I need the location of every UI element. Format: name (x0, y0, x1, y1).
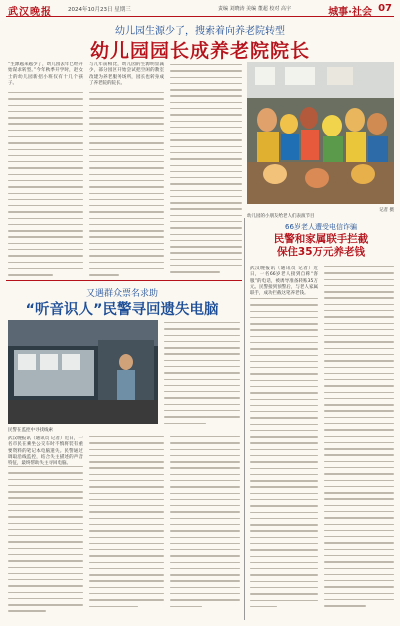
newspaper-logo: 武汉晚报 (8, 7, 52, 18)
lead-kicker: 幼儿园生源少了，搜索着向养老院转型 (115, 26, 285, 37)
story2-headline: “听音识人”民警寻回遗失电脑 (25, 302, 219, 318)
story3-headline: 民警和家属联手拦截 保住35万元养老钱 (273, 233, 369, 258)
section-title: 城事·社会 (328, 7, 372, 18)
story2-column-right (164, 322, 240, 430)
story2-photo-caption: 民警在监控中寻找线索 (8, 428, 53, 433)
story2-kicker: 又遇群众票名求助 (85, 289, 158, 299)
section-divider (6, 280, 242, 281)
story2-photo (8, 320, 158, 424)
story2-column-2 (89, 436, 164, 618)
lead-photo2-caption: 幼儿园的小朋友给老人们表演节目 (247, 214, 315, 219)
story3-kicker: 66岁老人遭受电信诈骗 (285, 223, 357, 231)
lead-paragraph-2: 与几年前相比，幼儿园的生源明显减少，部分园区开始尝试把空闲的教室改建为养老服务场所，园长也转身成了养老院的院长。 (89, 62, 164, 86)
lead-headline: 幼儿园园长成养老院院长 (89, 40, 310, 62)
story3-column-2 (324, 266, 394, 618)
story2-paragraph: 武汉晚报讯（通讯员 记者）近日，一名市民在乘坐公交车时不慎将装有重要资料的笔记本电脑遗失。民警通过调取沿线监控，结合失主描述的声音特征，最终帮助失主寻回电脑。 (8, 436, 83, 467)
story3-column-1-filler (250, 298, 318, 618)
story3-paragraph: 武汉晚报讯（通讯员 记者）近日，一名66岁老人接到自称“客服”的电话，被诱导准备转账35万元。民警接到预警后，与老人家属联手，成功拦截这笔养老钱。 (250, 266, 318, 297)
lead-column-3 (170, 64, 242, 276)
bus-surveillance-photo (8, 320, 158, 424)
classroom-photo-illustration (247, 62, 394, 204)
lead-column-2-filler (89, 92, 164, 276)
page-number: 07 (378, 3, 392, 14)
lead-photo (247, 62, 394, 204)
issue-date: 2024年10月23日 星期三 (68, 7, 131, 13)
column-divider (244, 218, 245, 620)
lead-paragraph-1: “生源越来越少了，幼儿园去年已经开始谋求转型。”今年秋季开学时，赵女士的幼儿园新招小班仅有十几个孩子。 (8, 62, 83, 86)
lead-photo-caption: 记者 摄 (379, 208, 394, 213)
editor-credits: 责编 刘晓涛 美编 董超 校对 高宇 (218, 6, 291, 12)
masthead (6, 3, 394, 17)
story2-column-1-filler (8, 466, 83, 618)
lead-column-1-filler (8, 92, 83, 276)
story2-column-3 (170, 436, 240, 618)
